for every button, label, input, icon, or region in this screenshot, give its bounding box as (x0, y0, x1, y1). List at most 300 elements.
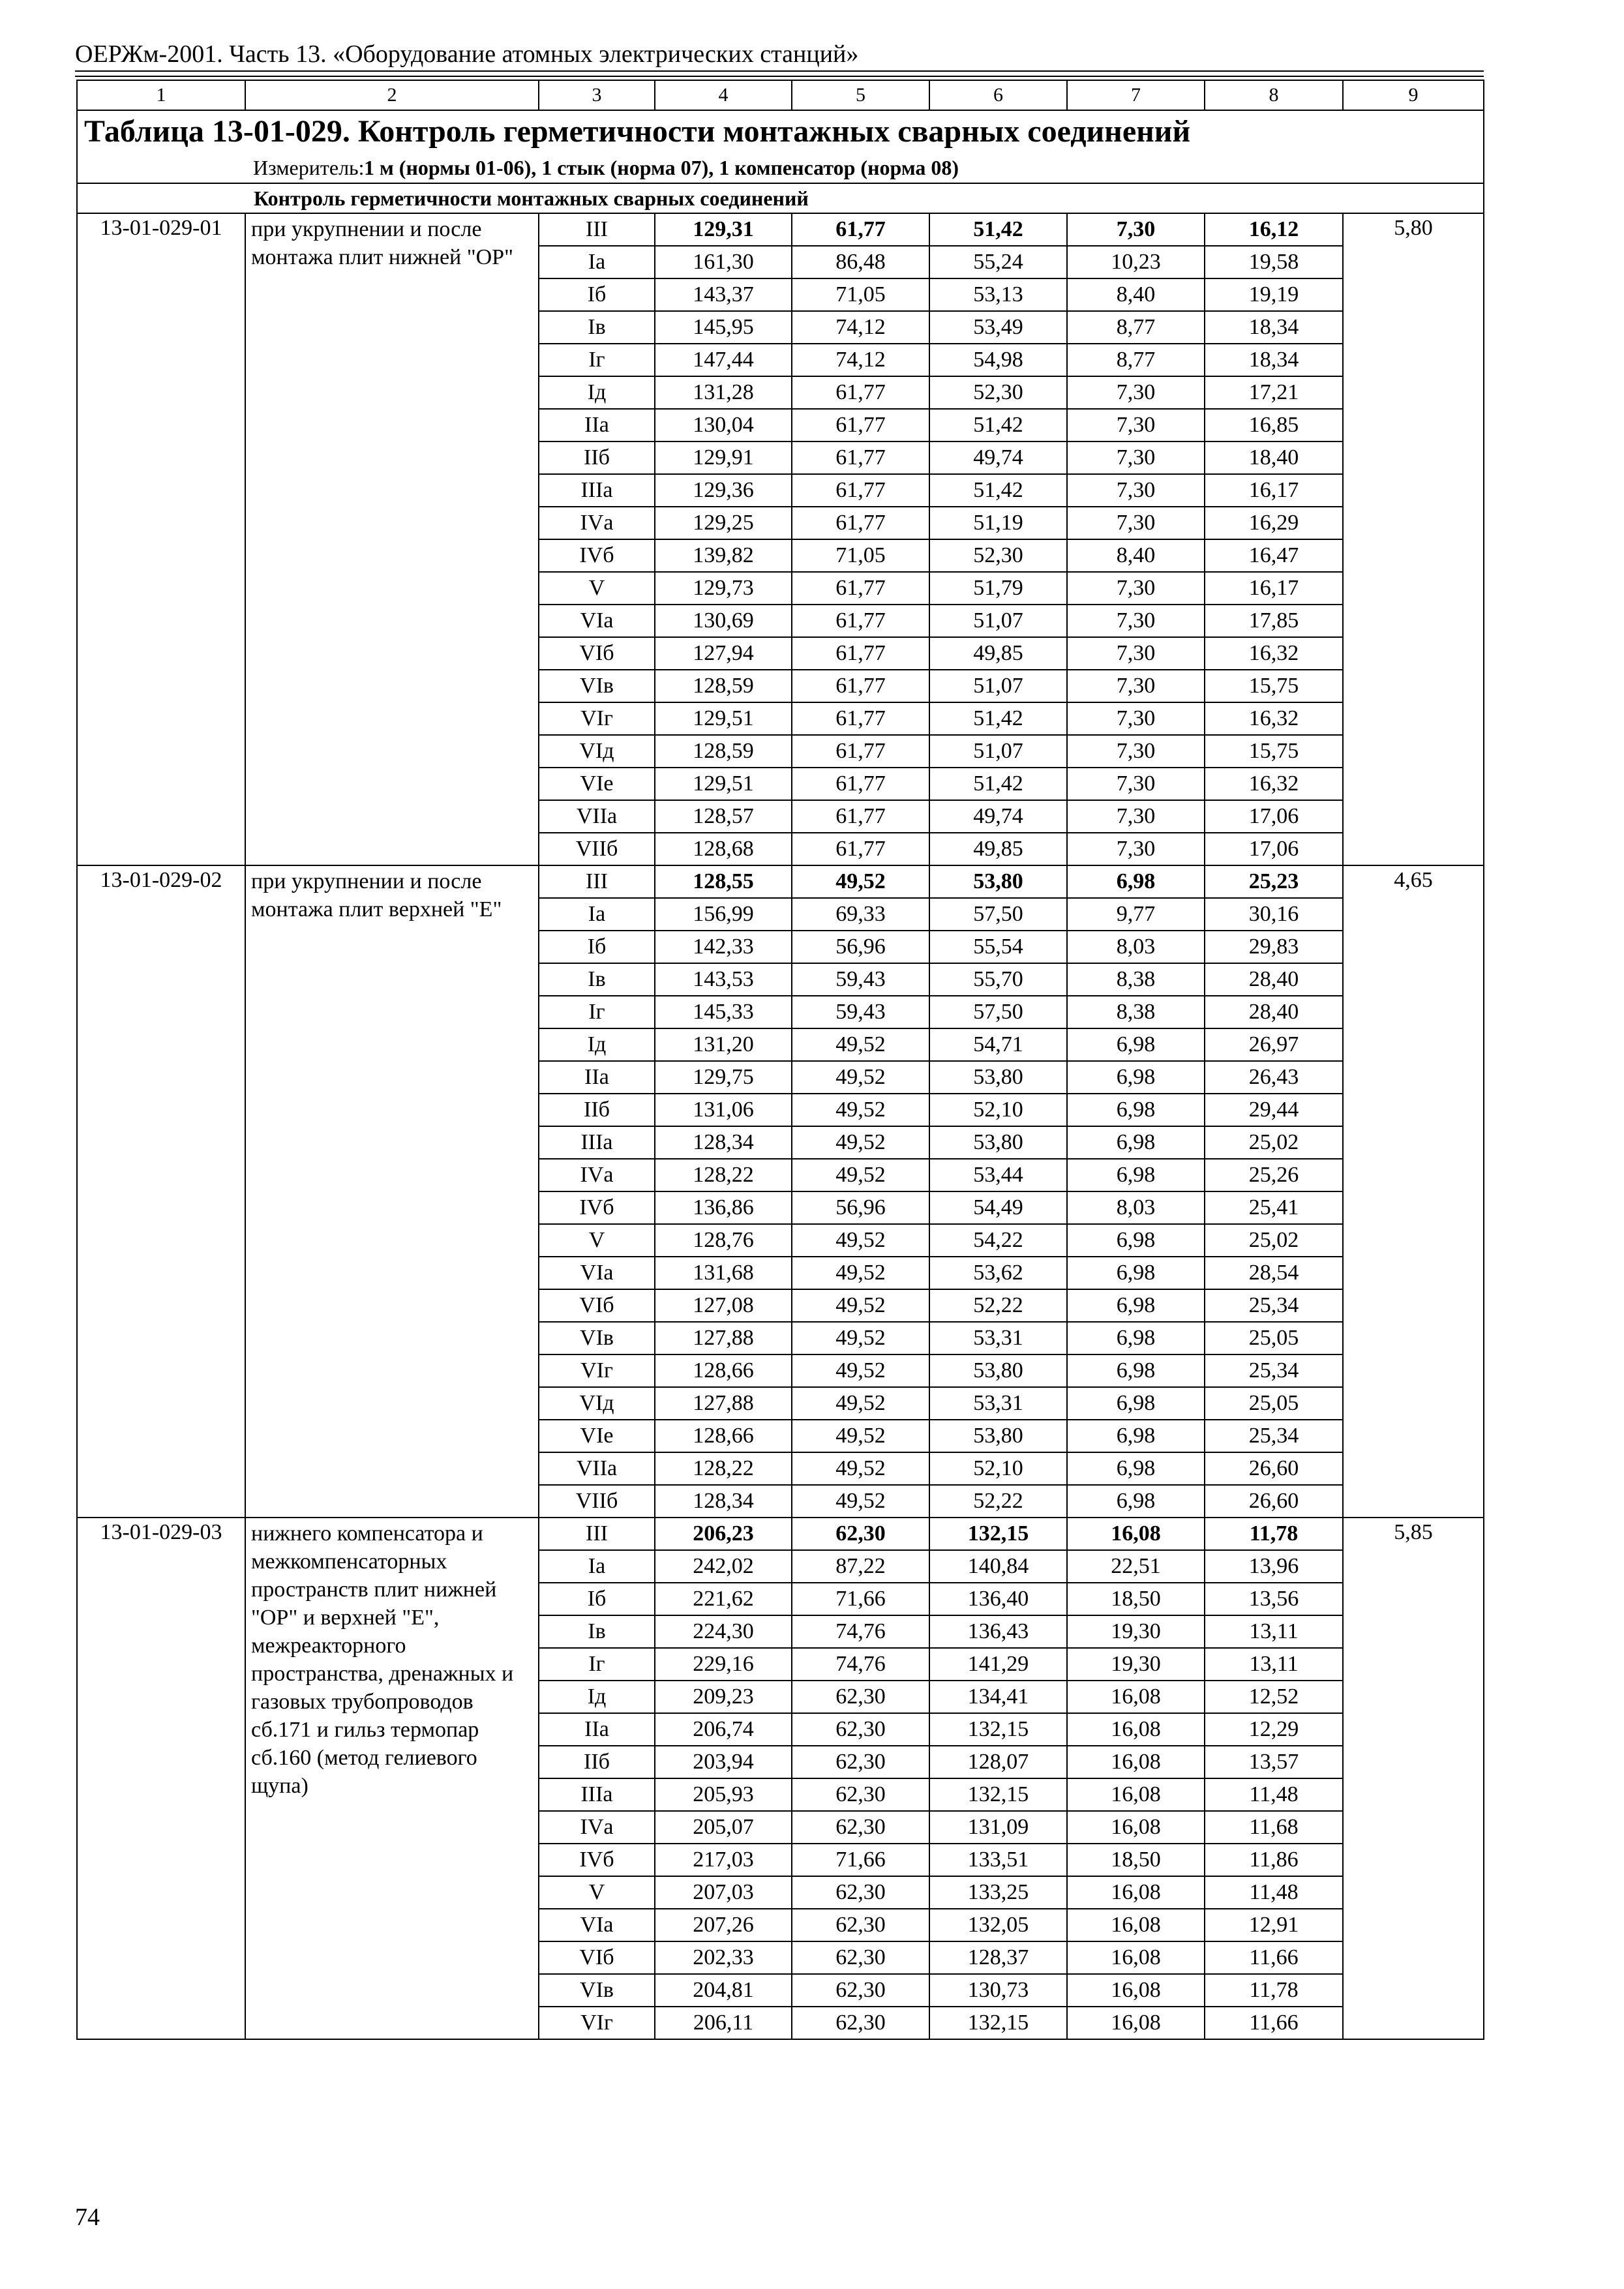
value-cell: 52,10 (929, 1452, 1067, 1485)
value-cell: 16,08 (1067, 2007, 1205, 2039)
value-cell: 140,84 (929, 1550, 1067, 1583)
value-cell: 139,82 (655, 539, 792, 572)
column-number: 5 (792, 80, 929, 110)
value-cell: 61,77 (792, 474, 929, 507)
value-cell: 18,40 (1205, 441, 1343, 474)
value-cell: 49,52 (792, 865, 929, 898)
value-cell: 129,36 (655, 474, 792, 507)
measure-row (77, 152, 1484, 183)
value-cell: 61,77 (792, 768, 929, 800)
value-cell: 131,20 (655, 1028, 792, 1061)
value-cell: 129,75 (655, 1061, 792, 1094)
value-cell: 7,30 (1067, 702, 1205, 735)
value-cell: 206,23 (655, 1518, 792, 1550)
value-cell: 49,52 (792, 1028, 929, 1061)
value-cell: 49,52 (792, 1420, 929, 1452)
value-cell: 12,29 (1205, 1713, 1343, 1746)
value-cell: 16,08 (1067, 1778, 1205, 1811)
value-cell: 131,28 (655, 376, 792, 409)
value-cell: 242,02 (655, 1550, 792, 1583)
table-row (77, 213, 1484, 246)
value-cell: 49,52 (792, 1061, 929, 1094)
value-cell: 53,13 (929, 278, 1067, 311)
zone-cell: VIб (539, 1289, 655, 1322)
value-cell: 16,08 (1067, 1518, 1205, 1550)
zone-cell: Iа (539, 1550, 655, 1583)
value-cell: 11,48 (1205, 1876, 1343, 1909)
value-cell: 18,34 (1205, 344, 1343, 376)
value-cell: 7,30 (1067, 670, 1205, 702)
value-cell: 19,19 (1205, 278, 1343, 311)
zone-cell: V (539, 1224, 655, 1257)
column-number: 4 (655, 80, 792, 110)
value-cell: 132,15 (929, 2007, 1067, 2039)
zone-cell: Iг (539, 344, 655, 376)
table-title: Таблица 13-01-029. Контроль герметичности монтажных сварных соединений (77, 110, 1484, 152)
zone-cell: Iг (539, 1648, 655, 1681)
zone-cell: IIб (539, 1746, 655, 1778)
value-cell: 55,24 (929, 246, 1067, 278)
value-cell: 51,07 (929, 670, 1067, 702)
value-cell: 53,80 (929, 1354, 1067, 1387)
value-cell: 127,88 (655, 1322, 792, 1354)
value-cell: 143,53 (655, 963, 792, 996)
value-cell: 7,30 (1067, 735, 1205, 768)
column-number: 2 (245, 80, 539, 110)
zone-cell: V (539, 572, 655, 605)
value-cell: 127,08 (655, 1289, 792, 1322)
value-cell: 26,43 (1205, 1061, 1343, 1094)
value-cell: 10,23 (1067, 246, 1205, 278)
zone-cell: III (539, 213, 655, 246)
value-cell: 132,15 (929, 1518, 1067, 1550)
value-cell: 6,98 (1067, 1061, 1205, 1094)
value-cell: 8,77 (1067, 344, 1205, 376)
value-cell: 6,98 (1067, 1354, 1205, 1387)
value-cell: 133,51 (929, 1844, 1067, 1876)
value-cell: 18,50 (1067, 1583, 1205, 1615)
norm-description: при укрупнении и после монтажа плит нижней "ОР" (245, 213, 539, 865)
zone-cell: VIе (539, 1420, 655, 1452)
value-cell: 11,78 (1205, 1518, 1343, 1550)
norm-description: при укрупнении и после монтажа плит верхней "Е" (245, 865, 539, 1518)
value-cell: 202,33 (655, 1941, 792, 1974)
value-cell: 7,30 (1067, 474, 1205, 507)
zone-cell: Iв (539, 311, 655, 344)
value-cell: 53,80 (929, 1420, 1067, 1452)
value-cell: 49,74 (929, 441, 1067, 474)
value-cell: 128,59 (655, 735, 792, 768)
value-cell: 54,49 (929, 1191, 1067, 1224)
value-cell: 143,37 (655, 278, 792, 311)
value-cell: 6,98 (1067, 1387, 1205, 1420)
zone-cell: III (539, 865, 655, 898)
value-cell: 16,85 (1205, 409, 1343, 441)
zone-cell: Iб (539, 931, 655, 963)
value-cell: 129,31 (655, 213, 792, 246)
value-cell: 18,50 (1067, 1844, 1205, 1876)
value-cell: 205,07 (655, 1811, 792, 1844)
value-cell: 61,77 (792, 441, 929, 474)
zone-cell: IIб (539, 1094, 655, 1126)
value-cell: 26,97 (1205, 1028, 1343, 1061)
value-cell: 128,76 (655, 1224, 792, 1257)
zone-cell: VIIа (539, 1452, 655, 1485)
value-cell: 13,96 (1205, 1550, 1343, 1583)
value-cell: 51,42 (929, 768, 1067, 800)
value-cell: 130,69 (655, 605, 792, 637)
zone-cell: Iа (539, 898, 655, 931)
value-cell: 11,86 (1205, 1844, 1343, 1876)
header-rule-top (75, 70, 1484, 72)
zone-cell: IIIа (539, 474, 655, 507)
value-cell: 61,77 (792, 637, 929, 670)
value-cell: 7,30 (1067, 572, 1205, 605)
value-cell: 62,30 (792, 1681, 929, 1713)
value-cell: 8,40 (1067, 278, 1205, 311)
value-cell: 128,34 (655, 1485, 792, 1518)
value-cell: 7,30 (1067, 833, 1205, 865)
value-cell: 206,74 (655, 1713, 792, 1746)
value-cell: 131,09 (929, 1811, 1067, 1844)
value-cell: 128,37 (929, 1941, 1067, 1974)
norm-code: 13-01-029-01 (77, 213, 245, 865)
value-cell: 59,43 (792, 996, 929, 1028)
value-cell: 62,30 (792, 2007, 929, 2039)
value-cell: 53,80 (929, 1061, 1067, 1094)
column-number: 9 (1343, 80, 1484, 110)
value-cell: 128,68 (655, 833, 792, 865)
value-cell: 61,77 (792, 605, 929, 637)
value-cell: 128,59 (655, 670, 792, 702)
value-cell: 9,77 (1067, 898, 1205, 931)
value-cell: 224,30 (655, 1615, 792, 1648)
value-cell: 62,30 (792, 1941, 929, 1974)
value-cell: 11,66 (1205, 2007, 1343, 2039)
value-cell: 129,91 (655, 441, 792, 474)
value-cell: 128,66 (655, 1420, 792, 1452)
value-cell: 28,54 (1205, 1257, 1343, 1289)
value-cell: 161,30 (655, 246, 792, 278)
value-cell: 16,08 (1067, 1811, 1205, 1844)
value-cell: 131,68 (655, 1257, 792, 1289)
value-cell: 127,88 (655, 1387, 792, 1420)
value-cell: 229,16 (655, 1648, 792, 1681)
value-cell: 61,77 (792, 735, 929, 768)
value-cell: 61,77 (792, 800, 929, 833)
zone-cell: Iв (539, 1615, 655, 1648)
column-number-row (77, 80, 1484, 110)
value-cell: 53,80 (929, 865, 1067, 898)
value-cell: 19,30 (1067, 1615, 1205, 1648)
value-cell: 25,05 (1205, 1387, 1343, 1420)
column-number: 8 (1205, 80, 1343, 110)
zone-cell: VIа (539, 605, 655, 637)
value-cell: 7,30 (1067, 409, 1205, 441)
value-cell: 71,66 (792, 1583, 929, 1615)
value-cell: 26,60 (1205, 1485, 1343, 1518)
value-cell: 8,77 (1067, 311, 1205, 344)
value-cell: 49,52 (792, 1452, 929, 1485)
value-cell: 62,30 (792, 1518, 929, 1550)
value-cell: 8,40 (1067, 539, 1205, 572)
value-cell: 16,08 (1067, 1909, 1205, 1941)
value-cell: 128,34 (655, 1126, 792, 1159)
value-cell: 6,98 (1067, 865, 1205, 898)
value-cell: 49,85 (929, 833, 1067, 865)
zone-cell: VIд (539, 735, 655, 768)
value-cell: 49,52 (792, 1354, 929, 1387)
table-row (77, 1518, 1484, 1550)
value-cell: 16,32 (1205, 768, 1343, 800)
value-cell: 61,77 (792, 376, 929, 409)
value-cell: 26,60 (1205, 1452, 1343, 1485)
value-cell: 61,77 (792, 670, 929, 702)
value-cell: 53,62 (929, 1257, 1067, 1289)
value-cell: 54,71 (929, 1028, 1067, 1061)
value-cell: 6,98 (1067, 1289, 1205, 1322)
value-cell: 25,34 (1205, 1354, 1343, 1387)
value-cell: 29,83 (1205, 931, 1343, 963)
zone-cell: IVб (539, 1191, 655, 1224)
value-cell: 207,03 (655, 1876, 792, 1909)
zone-cell: VIд (539, 1387, 655, 1420)
value-cell: 55,70 (929, 963, 1067, 996)
value-cell: 15,75 (1205, 735, 1343, 768)
zone-cell: IVб (539, 539, 655, 572)
zone-cell: IVа (539, 1811, 655, 1844)
value-cell: 62,30 (792, 1876, 929, 1909)
value-cell: 16,32 (1205, 702, 1343, 735)
value-cell: 128,22 (655, 1452, 792, 1485)
value-cell: 129,51 (655, 702, 792, 735)
value-cell: 74,12 (792, 311, 929, 344)
value-cell: 13,11 (1205, 1615, 1343, 1648)
value-cell: 203,94 (655, 1746, 792, 1778)
zone-cell: IVб (539, 1844, 655, 1876)
norm-code: 13-01-029-03 (77, 1518, 245, 2039)
zone-cell: Iб (539, 278, 655, 311)
zone-cell: V (539, 1876, 655, 1909)
value-cell: 16,17 (1205, 572, 1343, 605)
value-cell: 49,52 (792, 1224, 929, 1257)
value-cell: 61,77 (792, 409, 929, 441)
factor-cell: 5,80 (1343, 213, 1484, 865)
value-cell: 12,52 (1205, 1681, 1343, 1713)
zone-cell: IIа (539, 1713, 655, 1746)
value-cell: 51,42 (929, 702, 1067, 735)
value-cell: 13,56 (1205, 1583, 1343, 1615)
value-cell: 49,52 (792, 1322, 929, 1354)
value-cell: 6,98 (1067, 1159, 1205, 1191)
value-cell: 136,40 (929, 1583, 1067, 1615)
value-cell: 54,22 (929, 1224, 1067, 1257)
zone-cell: Iб (539, 1583, 655, 1615)
value-cell: 206,11 (655, 2007, 792, 2039)
value-cell: 49,52 (792, 1289, 929, 1322)
value-cell: 53,31 (929, 1387, 1067, 1420)
zone-cell: VIб (539, 637, 655, 670)
measure-cell (77, 152, 1484, 183)
page-number: 74 (75, 2204, 100, 2231)
zone-cell: Iд (539, 1681, 655, 1713)
section-row (77, 183, 1484, 213)
value-cell: 209,23 (655, 1681, 792, 1713)
value-cell: 57,50 (929, 996, 1067, 1028)
value-cell: 56,96 (792, 1191, 929, 1224)
zone-cell: VIг (539, 702, 655, 735)
zone-cell: VIIб (539, 1485, 655, 1518)
value-cell: 16,08 (1067, 1876, 1205, 1909)
value-cell: 87,22 (792, 1550, 929, 1583)
value-cell: 57,50 (929, 898, 1067, 931)
value-cell: 18,34 (1205, 311, 1343, 344)
value-cell: 6,98 (1067, 1485, 1205, 1518)
value-cell: 53,80 (929, 1126, 1067, 1159)
value-cell: 86,48 (792, 246, 929, 278)
value-cell: 130,04 (655, 409, 792, 441)
zone-cell: VIIб (539, 833, 655, 865)
table-row (77, 865, 1484, 898)
zone-cell: IIб (539, 441, 655, 474)
value-cell: 8,38 (1067, 996, 1205, 1028)
value-cell: 25,02 (1205, 1126, 1343, 1159)
value-cell: 16,08 (1067, 1681, 1205, 1713)
value-cell: 7,30 (1067, 376, 1205, 409)
value-cell: 52,22 (929, 1289, 1067, 1322)
value-cell: 25,02 (1205, 1224, 1343, 1257)
value-cell: 6,98 (1067, 1028, 1205, 1061)
value-cell: 13,57 (1205, 1746, 1343, 1778)
value-cell: 61,77 (792, 833, 929, 865)
value-cell: 28,40 (1205, 996, 1343, 1028)
value-cell: 62,30 (792, 1811, 929, 1844)
zone-cell: VIв (539, 670, 655, 702)
value-cell: 129,25 (655, 507, 792, 539)
value-cell: 6,98 (1067, 1420, 1205, 1452)
document-header: ОЕРЖм-2001. Часть 13. «Оборудование атомных электрических станций» (75, 40, 859, 68)
value-cell: 16,08 (1067, 1941, 1205, 1974)
value-cell: 6,98 (1067, 1126, 1205, 1159)
value-cell: 13,11 (1205, 1648, 1343, 1681)
zone-cell: IVа (539, 507, 655, 539)
value-cell: 133,25 (929, 1876, 1067, 1909)
value-cell: 25,26 (1205, 1159, 1343, 1191)
value-cell: 49,85 (929, 637, 1067, 670)
value-cell: 53,31 (929, 1322, 1067, 1354)
zone-cell: IIа (539, 409, 655, 441)
value-cell: 74,76 (792, 1648, 929, 1681)
value-cell: 128,22 (655, 1159, 792, 1191)
value-cell: 61,77 (792, 572, 929, 605)
zone-cell: VIб (539, 1941, 655, 1974)
value-cell: 16,29 (1205, 507, 1343, 539)
value-cell: 62,30 (792, 1974, 929, 2007)
value-cell: 25,05 (1205, 1322, 1343, 1354)
value-cell: 12,91 (1205, 1909, 1343, 1941)
value-cell: 205,93 (655, 1778, 792, 1811)
value-cell: 51,07 (929, 605, 1067, 637)
norm-description: нижнего компенсатора и межкомпенсаторных пространств плит нижней "ОР" и верхней "Е", межреакторного пространства, дренажных и газовых трубопроводов сб.171 и гильз термопар сб.160 (метод гелиевого щупа) (245, 1518, 539, 2039)
value-cell: 55,54 (929, 931, 1067, 963)
value-cell: 7,30 (1067, 441, 1205, 474)
value-cell: 25,34 (1205, 1420, 1343, 1452)
zone-cell: VIа (539, 1909, 655, 1941)
value-cell: 8,03 (1067, 1191, 1205, 1224)
value-cell: 71,66 (792, 1844, 929, 1876)
value-cell: 207,26 (655, 1909, 792, 1941)
value-cell: 136,86 (655, 1191, 792, 1224)
value-cell: 128,66 (655, 1354, 792, 1387)
value-cell: 127,94 (655, 637, 792, 670)
value-cell: 51,79 (929, 572, 1067, 605)
zone-cell: VIе (539, 768, 655, 800)
value-cell: 7,30 (1067, 637, 1205, 670)
value-cell: 11,48 (1205, 1778, 1343, 1811)
value-cell: 136,43 (929, 1615, 1067, 1648)
value-cell: 30,16 (1205, 898, 1343, 931)
value-cell: 61,77 (792, 702, 929, 735)
column-number: 3 (539, 80, 655, 110)
value-cell: 141,29 (929, 1648, 1067, 1681)
value-cell: 16,32 (1205, 637, 1343, 670)
value-cell: 53,44 (929, 1159, 1067, 1191)
value-cell: 11,66 (1205, 1941, 1343, 1974)
value-cell: 128,07 (929, 1746, 1067, 1778)
value-cell: 62,30 (792, 1746, 929, 1778)
value-cell: 51,42 (929, 213, 1067, 246)
value-cell: 28,40 (1205, 963, 1343, 996)
zone-cell: VIв (539, 1974, 655, 2007)
value-cell: 49,74 (929, 800, 1067, 833)
value-cell: 15,75 (1205, 670, 1343, 702)
value-cell: 54,98 (929, 344, 1067, 376)
value-cell: 56,96 (792, 931, 929, 963)
zone-cell: VIг (539, 1354, 655, 1387)
value-cell: 16,08 (1067, 1746, 1205, 1778)
zone-cell: III (539, 1518, 655, 1550)
value-cell: 74,76 (792, 1615, 929, 1648)
value-cell: 19,58 (1205, 246, 1343, 278)
value-cell: 131,06 (655, 1094, 792, 1126)
column-number: 7 (1067, 80, 1205, 110)
value-cell: 51,19 (929, 507, 1067, 539)
value-cell: 16,12 (1205, 213, 1343, 246)
value-cell: 69,33 (792, 898, 929, 931)
value-cell: 52,30 (929, 539, 1067, 572)
value-cell: 156,99 (655, 898, 792, 931)
value-cell: 49,52 (792, 1485, 929, 1518)
zone-cell: Iв (539, 963, 655, 996)
value-cell: 8,03 (1067, 931, 1205, 963)
zone-cell: IIа (539, 1061, 655, 1094)
value-cell: 62,30 (792, 1778, 929, 1811)
value-cell: 7,30 (1067, 800, 1205, 833)
value-cell: 51,42 (929, 409, 1067, 441)
zone-cell: VIв (539, 1322, 655, 1354)
value-cell: 6,98 (1067, 1322, 1205, 1354)
value-cell: 16,08 (1067, 1974, 1205, 2007)
value-cell: 221,62 (655, 1583, 792, 1615)
value-cell: 17,21 (1205, 376, 1343, 409)
measure-label: Измеритель: (253, 155, 365, 179)
value-cell: 7,30 (1067, 768, 1205, 800)
factor-cell: 5,85 (1343, 1518, 1484, 2039)
value-cell: 16,08 (1067, 1713, 1205, 1746)
value-cell: 132,15 (929, 1778, 1067, 1811)
value-cell: 25,34 (1205, 1289, 1343, 1322)
section-title: Контроль герметичности монтажных сварных соединений (77, 183, 1484, 213)
